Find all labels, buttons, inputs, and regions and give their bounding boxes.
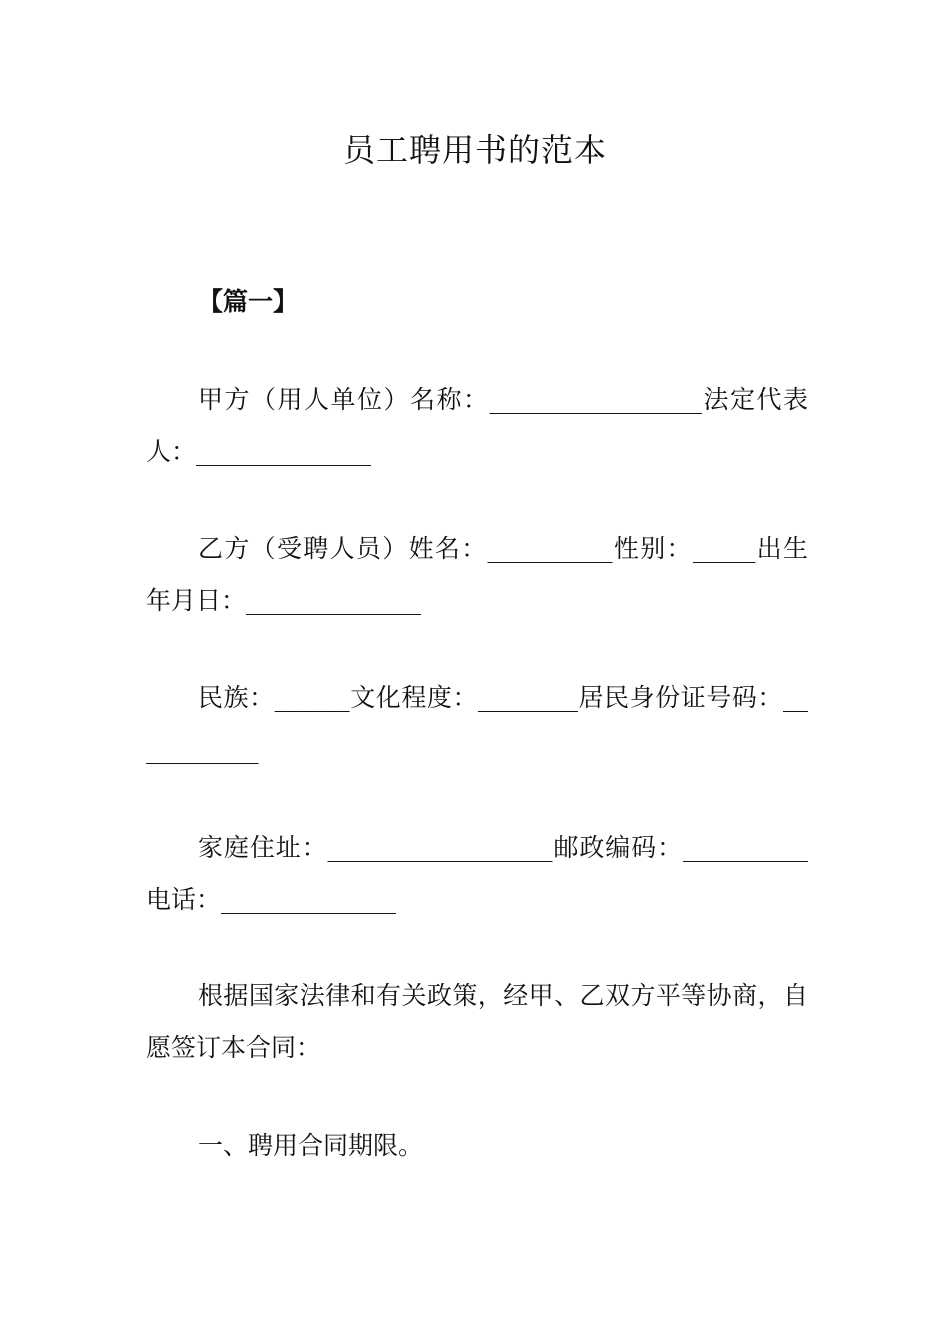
contract-term-heading: 一、聘用合同期限。: [198, 1131, 424, 1160]
party-b-paragraph: 乙方（受聘人员）姓名：__________性别：_____出生年月日：______________: [146, 534, 808, 615]
ethnic-education-id-paragraph: 民族：______文化程度：________居民身份证号码：___________: [146, 683, 808, 764]
document-title: 员工聘用书的范本: [342, 131, 607, 169]
address-contact-paragraph: 家庭住址：__________________邮政编码：__________电话：______________: [146, 833, 808, 914]
party-a-paragraph: 甲方（用人单位）名称：_________________法定代表人：______________: [146, 385, 808, 466]
section-label: 【篇一】: [198, 287, 299, 316]
agreement-basis-paragraph: 根据国家法律和有关政策，经甲、乙双方平等协商，自愿签订本合同：: [146, 981, 808, 1062]
